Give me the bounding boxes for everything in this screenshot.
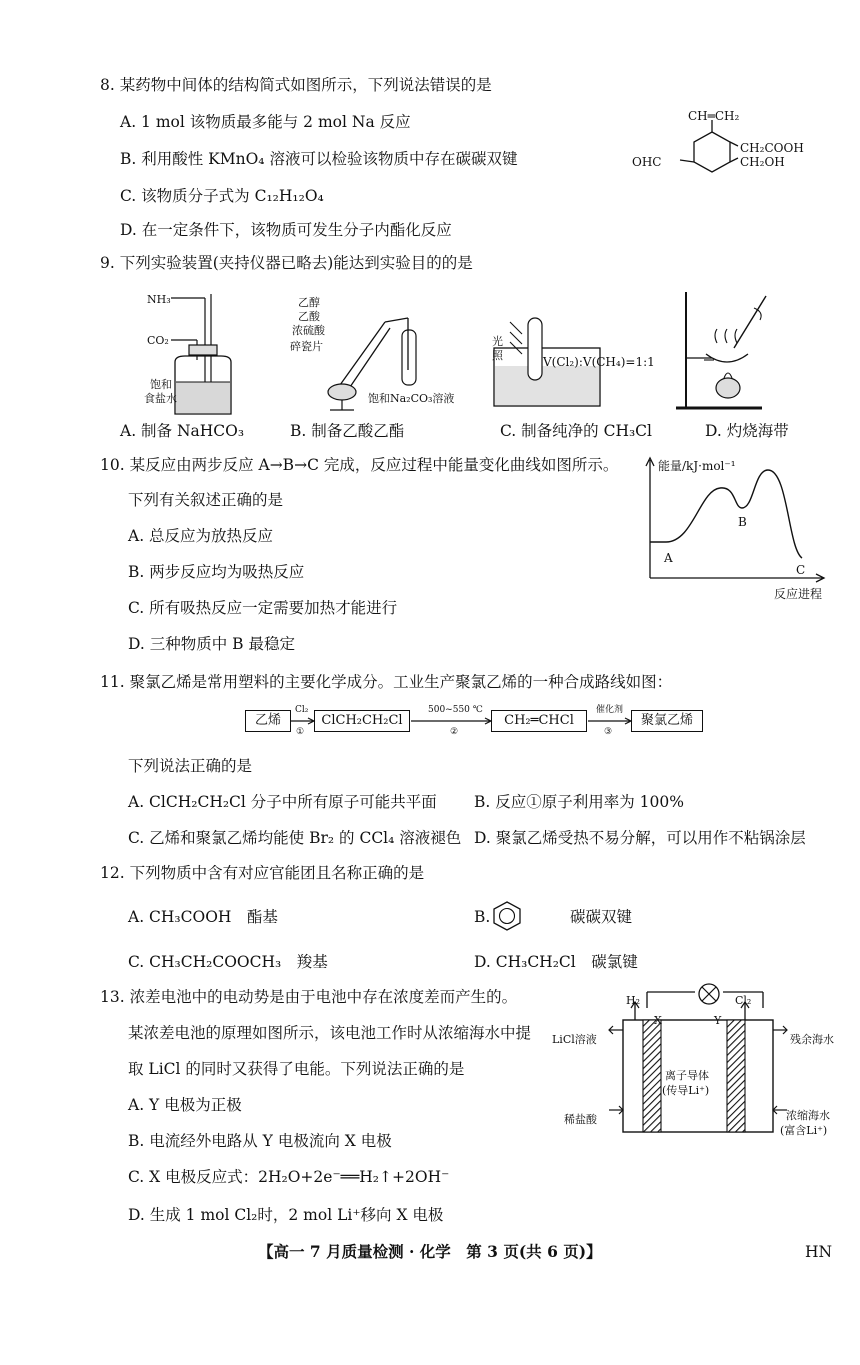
q8-option-c: C. 该物质分子式为 C₁₂H₁₂O₄ [120, 187, 324, 205]
q11-step-dichloroethane: ClCH₂CH₂Cl [314, 710, 410, 732]
q8-stem: 8. 某药物中间体的结构简式如图所示，下列说法错误的是 [100, 76, 492, 94]
q9-option-c: C. 制备纯净的 CH₃Cl [500, 422, 652, 440]
q9-a-salt-label-1: 饱和 [150, 378, 172, 391]
q13-option-b: B. 电流经外电路从 Y 电极流向 X 电极 [128, 1132, 392, 1150]
q9-option-a: A. 制备 NaHCO₃ [120, 422, 245, 440]
q9-apparatus-d-drawing [672, 288, 792, 418]
q8-option-d: D. 在一定条件下，该物质可发生分子内酯化反应 [120, 221, 452, 239]
q11-cond-1: Cl₂ [295, 705, 309, 715]
q8-option-b: B. 利用酸性 KMnO₄ 溶液可以检验该物质中存在碳碳双键 [120, 150, 518, 168]
q11-option-b: B. 反应①原子利用率为 100% [474, 793, 684, 811]
q13-membrane-label-2: (传导Li⁺) [662, 1084, 710, 1097]
q12-option-d: D. CH₃CH₂Cl 碳氯键 [474, 953, 638, 971]
benzene-ring-icon [492, 900, 522, 932]
q13-cell-drawing [615, 990, 815, 1140]
q11-num-2: ② [450, 727, 459, 737]
q9-b-carbonate-label: 饱和Na₂CO₃溶液 [368, 392, 455, 405]
q11-option-c: C. 乙烯和聚氯乙烯均能使 Br₂ 的 CCl₄ 溶液褪色 [128, 829, 462, 847]
q13-stem: 13. 浓差电池中的电动势是由于电池中存在浓度差而产生的。 [100, 988, 518, 1006]
q11-cond-2: 500~550 ℃ [428, 705, 483, 715]
q9-option-d: D. 灼烧海带 [705, 422, 789, 440]
q8-struct-alc: CH₂OH [740, 155, 785, 169]
q13-licl-label: LiCl溶液 [552, 1033, 597, 1046]
q9-b-acetic-label: 乙酸 [298, 310, 320, 323]
page-footer: 【高一 7 月质量检测 · 化学 第 3 页(共 6 页)】 [258, 1242, 602, 1261]
q8-struct-ohc: OHC [632, 155, 662, 169]
q10-option-c: C. 所有吸热反应一定需要加热才能进行 [128, 599, 398, 617]
q13-residual-label: 残余海水 [790, 1033, 834, 1046]
q12-option-b-label: 碳碳双键 [570, 908, 633, 926]
q12-option-c: C. CH₃CH₂COOCH₃ 羧基 [128, 953, 328, 971]
q9-c-light-label-2: 照 [492, 349, 503, 362]
q13-y-label: Y [714, 1014, 722, 1027]
q11-option-d: D. 聚氯乙烯受热不易分解，可以用作不粘锅涂层 [474, 829, 806, 847]
q10-xlabel: 反应进程 [774, 587, 823, 601]
q13-cl2-label: Cl₂ [735, 994, 752, 1007]
q10-ylabel: 能量/kJ·mol⁻¹ [658, 459, 736, 473]
q13-conc-label-2: (富含Li⁺) [780, 1124, 828, 1137]
q11-stem-2: 下列说法正确的是 [128, 757, 253, 775]
q13-option-a: A. Y 电极为正极 [128, 1096, 242, 1114]
q13-conc-label-1: 浓缩海水 [786, 1109, 830, 1122]
q8-struct-acid: CH₂COOH [740, 141, 804, 155]
q10-point-a: A [664, 551, 673, 565]
q11-option-a: A. ClCH₂CH₂Cl 分子中所有原子可能共平面 [128, 793, 437, 811]
q13-x-label: X [654, 1014, 662, 1027]
q12-option-b-prefix: B. [474, 908, 491, 926]
q10-stem: 10. 某反应由两步反应 A→B→C 完成，反应过程中能量变化曲线如图所示。 [100, 456, 619, 474]
q11-num-1: ① [296, 727, 305, 737]
q9-b-ethanol-label: 乙醇 [298, 296, 320, 309]
q10-stem-2: 下列有关叙述正确的是 [128, 491, 284, 509]
q13-stem-3: 取 LiCl 的同时又获得了电能。下列说法正确的是 [128, 1060, 465, 1078]
page-code: HN [805, 1243, 833, 1261]
q13-membrane-label-1: 离子导体 [665, 1069, 709, 1082]
q11-arrows [280, 716, 780, 726]
q12-stem: 12. 下列物质中含有对应官能团且名称正确的是 [100, 864, 425, 882]
q9-a-salt-label-2: 食盐水 [144, 392, 177, 405]
q13-option-c: C. X 电极反应式：2H₂O+2e⁻══H₂↑+2OH⁻ [128, 1168, 450, 1186]
q9-option-b: B. 制备乙酸乙酯 [290, 422, 405, 440]
q11-stem: 11. 聚氯乙烯是常用塑料的主要化学成分。工业生产聚氯乙烯的一种合成路线如图： [100, 673, 673, 691]
q10-point-b: B [738, 515, 747, 529]
q11-step-pvc: 聚氯乙烯 [631, 710, 703, 732]
q11-num-3: ③ [604, 727, 613, 737]
q8-struct-vinyl: CH═CH₂ [688, 109, 740, 123]
q11-step-ethylene: 乙烯 [245, 710, 291, 732]
q9-c-ratio-label: V(Cl₂):V(CH₄)=1:1 [543, 355, 655, 369]
q10-point-c: C [796, 563, 806, 577]
q13-h2-label: H₂ [626, 994, 641, 1007]
q11-cond-3: 催化剂 [596, 705, 624, 715]
q13-stem-2: 某浓差电池的原理如图所示，该电池工作时从浓缩海水中提 [128, 1024, 532, 1042]
q10-option-b: B. 两步反应均为吸热反应 [128, 563, 305, 581]
q8-option-a: A. 1 mol 该物质最多能与 2 mol Na 反应 [120, 113, 411, 131]
q9-c-light-label-1: 光 [492, 335, 503, 348]
q10-option-a: A. 总反应为放热反应 [128, 527, 274, 545]
q9-b-sulfuric-label: 浓硫酸 [292, 324, 325, 337]
q9-b-chips-label: 碎瓷片 [290, 340, 323, 353]
q12-option-a: A. CH₃COOH 酯基 [128, 908, 278, 926]
q13-hcl-label: 稀盐酸 [564, 1113, 597, 1126]
q10-option-d: D. 三种物质中 B 最稳定 [128, 635, 295, 653]
q9-stem: 9. 下列实验装置(夹持仪器已略去)能达到实验目的的是 [100, 254, 473, 272]
q11-step-vinyl-chloride: CH₂═CHCl [491, 710, 587, 732]
q9-a-nh3-label: NH₃ [147, 293, 171, 306]
q13-option-d: D. 生成 1 mol Cl₂时，2 mol Li⁺移向 X 电极 [128, 1206, 444, 1224]
q9-a-co2-label: CO₂ [147, 334, 169, 347]
